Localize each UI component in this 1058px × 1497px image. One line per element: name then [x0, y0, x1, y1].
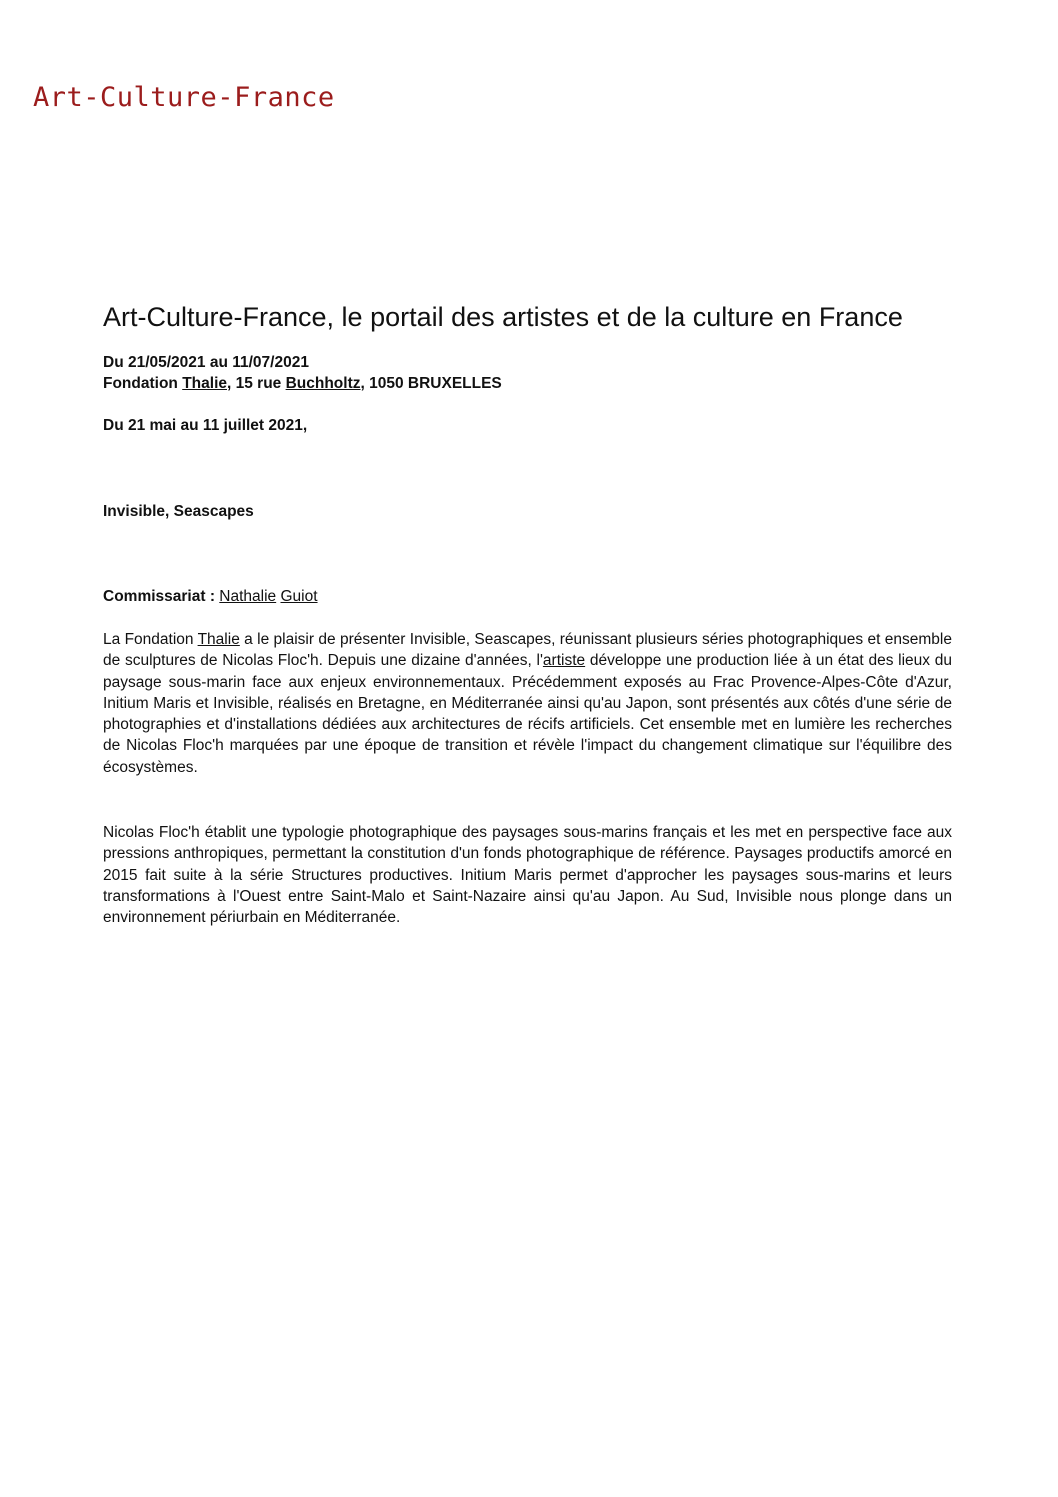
body-paragraph-2: Nicolas Floc'h établit une typologie photographique des paysages sous-marins français et les met en perspective face aux pressions anthropiques, permettant la constitution d'un fonds photographique de référence. Paysages productifs amorcé en 2015 fait suite à la série Structures productives. Initium Maris permet d'approcher les paysages sous-marins et leurs transformations à l'Ouest entre Saint-Malo et Saint-Nazaire ainsi qu'au Japon. Au Sud, Invisible nous plonge dans un environnement périurbain en Méditerranée.	[103, 824, 952, 927]
event-venue	[103, 373, 502, 394]
venue-link-thalie[interactable]: Thalie	[182, 375, 227, 392]
venue-suffix: , 1050 BRUXELLES	[360, 375, 502, 392]
paragraph1-link-thalie[interactable]: Thalie	[197, 631, 240, 648]
body-paragraph-1	[103, 629, 952, 778]
venue-middle: , 15 rue	[227, 375, 286, 392]
event-meta	[103, 352, 502, 394]
page-title: Art-Culture-France, le portail des artistes et de la culture en France	[103, 302, 903, 332]
curator-line	[103, 588, 318, 606]
curator-link-first-name[interactable]: Nathalie	[219, 588, 277, 605]
paragraph1-middle: a le plaisir de présenter Invisible, Seascapes, réunissant plusieurs séries photographiques et ensemble de sculptures de Nicolas Floc'h. Depuis une dizaine d'années, l'	[103, 631, 952, 670]
venue-prefix: Fondation	[103, 375, 183, 392]
paragraph1-intro: La Fondation	[103, 631, 198, 648]
event-lead: Du 21 mai au 11 juillet 2021,	[103, 417, 308, 434]
site-logo[interactable]: Art-Culture-France	[33, 82, 335, 113]
curator-link-last-name[interactable]: Guiot	[280, 588, 318, 605]
paragraph1-rest: développe une production liée à un état des lieux du paysage sous-marin face aux enjeux environnementaux. Précédemment exposés au Frac Provence-Alpes-Côte d'Azur, Initium Maris et Invisible, réalisés en Bretagne, en Méditerranée ainsi qu'au Japon, sont présentés aux côtés d'une série de photographies et d'installations dédiées aux architectures de récifs artificiels. Cet ensemble met en lumière les recherches de Nicolas Floc'h marquées par une époque de transition et révèle l'impact du changement climatique sur l'équilibre des écosystèmes.	[103, 652, 952, 776]
venue-link-buchholtz[interactable]: Buchholtz	[285, 375, 361, 392]
exhibition-title: Invisible, Seascapes	[103, 503, 254, 520]
event-dates: Du 21/05/2021 au 11/07/2021	[103, 354, 309, 371]
paragraph1-link-artiste[interactable]: artiste	[542, 652, 586, 670]
curator-label: Commissariat :	[103, 588, 215, 605]
